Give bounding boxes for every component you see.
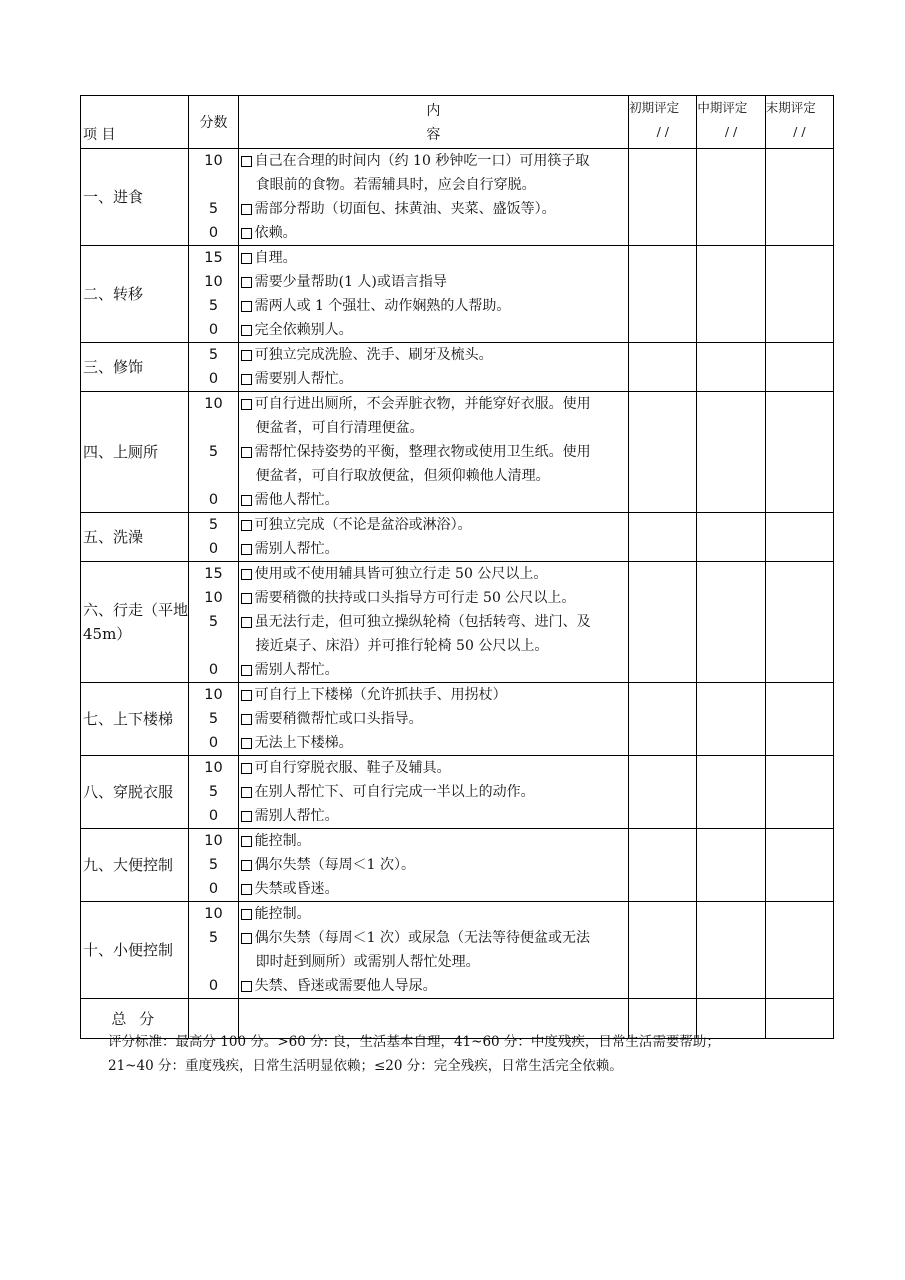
- section-row: [81, 246, 834, 343]
- eval-mid-cell[interactable]: [697, 149, 765, 246]
- option-continuation-line: [241, 464, 629, 488]
- score-value: 0: [208, 492, 219, 508]
- section-item-label: 三、修饰: [81, 343, 189, 392]
- eval-initial-cell[interactable]: [629, 513, 697, 562]
- option-text: 食眼前的食物。若需辅具时，应会自行穿脱。: [255, 177, 536, 193]
- section-item-label: 八、穿脱衣服: [81, 756, 189, 829]
- section-row: [81, 756, 834, 829]
- option-text: 便盆者，可自行取放便盆，但须仰赖他人清理。: [255, 468, 550, 484]
- score-value: 0: [208, 881, 219, 897]
- option-text: 可自行穿脱衣服、鞋子及辅具。: [254, 760, 451, 776]
- section-row: [81, 513, 834, 562]
- eval-title: 初期评定: [629, 99, 680, 115]
- section-scores: [189, 392, 238, 513]
- option-text: 能控制。: [254, 833, 311, 849]
- option-continuation-line: [241, 173, 629, 197]
- option-text: 需要稍微的扶持或口头指导方可行走 50 公尺以上。: [254, 590, 576, 606]
- option-continuation-line: [241, 416, 629, 440]
- option-line[interactable]: [241, 902, 629, 926]
- section-item-label: 十、小便控制: [81, 902, 189, 999]
- option-text: 需别人帮忙。: [254, 541, 339, 557]
- checkbox-icon[interactable]: [241, 763, 252, 774]
- score-value: 5: [208, 444, 219, 460]
- checkbox-icon[interactable]: [241, 860, 252, 871]
- option-text: 需两人或 1 个强壮、动作娴熟的人帮助。: [254, 298, 511, 314]
- section-scores: [189, 562, 238, 683]
- score-value: 5: [208, 517, 219, 533]
- option-text: 需别人帮忙。: [254, 662, 339, 678]
- score-value: 0: [208, 978, 219, 994]
- option-line[interactable]: [241, 246, 629, 270]
- option-line[interactable]: [241, 586, 629, 610]
- score-value: 5: [208, 711, 219, 727]
- option-line[interactable]: [241, 488, 629, 512]
- checkbox-icon[interactable]: [241, 569, 252, 580]
- checkbox-icon[interactable]: [241, 374, 252, 385]
- checkbox-icon[interactable]: [241, 811, 252, 822]
- header-content-bottom: 容: [426, 127, 441, 143]
- checkbox-icon[interactable]: [241, 909, 252, 920]
- option-text: 自己在合理的时间内（约 10 秒钟吃一口）可用筷子取: [254, 153, 590, 169]
- option-text: 能控制。: [254, 906, 311, 922]
- section-item-label: 一、进食: [81, 149, 189, 246]
- option-text: 需别人帮忙。: [254, 808, 339, 824]
- option-line[interactable]: [241, 197, 629, 221]
- checkbox-icon[interactable]: [241, 350, 252, 361]
- eval-final-cell[interactable]: [765, 562, 833, 683]
- checkbox-icon[interactable]: [241, 156, 252, 167]
- eval-final-cell[interactable]: [765, 829, 833, 902]
- option-line[interactable]: [241, 318, 629, 342]
- option-line[interactable]: [241, 804, 629, 828]
- checkbox-icon[interactable]: [241, 617, 252, 628]
- total-label: 总 分: [81, 999, 189, 1039]
- score-value: 5: [208, 857, 219, 873]
- score-value: 5: [208, 784, 219, 800]
- option-line[interactable]: [241, 270, 629, 294]
- section-options: [238, 392, 629, 513]
- eval-initial-cell[interactable]: [629, 149, 697, 246]
- option-line[interactable]: [241, 513, 629, 537]
- option-line[interactable]: [241, 367, 629, 391]
- score-value: 0: [208, 808, 219, 824]
- option-line[interactable]: [241, 974, 629, 998]
- score-value: 5: [208, 298, 219, 314]
- section-item-label: 五、洗澡: [81, 513, 189, 562]
- header-score: 分数: [189, 96, 238, 149]
- eval-final-cell[interactable]: [765, 756, 833, 829]
- option-text: 失禁或昏迷。: [254, 881, 339, 897]
- option-text: 接近桌子、床沿）并可推行轮椅 50 公尺以上。: [255, 638, 549, 654]
- section-scores: [189, 246, 238, 343]
- checkbox-icon[interactable]: [241, 981, 252, 992]
- section-scores: [189, 149, 238, 246]
- eval-final-cell[interactable]: [765, 392, 833, 513]
- score-value: 5: [208, 347, 219, 363]
- option-text: 失禁、昏迷或需要他人导尿。: [254, 978, 437, 994]
- option-text: 需要少量帮助(1 人)或语言指导: [254, 274, 447, 290]
- section-row: [81, 902, 834, 999]
- checkbox-icon[interactable]: [241, 714, 252, 725]
- section-item-label: 七、上下楼梯: [81, 683, 189, 756]
- checkbox-icon[interactable]: [241, 787, 252, 798]
- option-line[interactable]: [241, 877, 629, 901]
- section-row: [81, 829, 834, 902]
- scoring-criteria-note: [108, 1030, 808, 1078]
- score-value: 5: [208, 930, 219, 946]
- option-line[interactable]: [241, 707, 629, 731]
- section-scores: [189, 829, 238, 902]
- option-text: 便盆者，可自行清理便盆。: [255, 420, 424, 436]
- score-value: 0: [208, 322, 219, 338]
- eval-title: 末期评定: [765, 99, 816, 115]
- eval-initial-cell[interactable]: [629, 829, 697, 902]
- checkbox-icon[interactable]: [241, 253, 252, 264]
- option-line[interactable]: [241, 853, 629, 877]
- score-value: 10: [204, 274, 223, 290]
- section-options: [238, 902, 629, 999]
- eval-mid-cell[interactable]: [697, 756, 765, 829]
- option-line[interactable]: [241, 537, 629, 561]
- checkbox-icon[interactable]: [241, 665, 252, 676]
- section-item-label: 四、上厕所: [81, 392, 189, 513]
- score-value: 5: [208, 201, 219, 217]
- adl-assessment-table: [80, 95, 834, 1039]
- option-text: 需要稍微帮忙或口头指导。: [254, 711, 423, 727]
- checkbox-icon[interactable]: [241, 277, 252, 288]
- score-value: 10: [204, 833, 223, 849]
- score-value: 10: [204, 760, 223, 776]
- checkbox-icon[interactable]: [241, 884, 252, 895]
- eval-initial-cell[interactable]: [629, 683, 697, 756]
- option-text: 完全依赖别人。: [254, 322, 353, 338]
- section-item-label: 六、行走（平地 45m）: [81, 562, 189, 683]
- section-item-label: 九、大便控制: [81, 829, 189, 902]
- score-value: 10: [204, 906, 223, 922]
- option-text: 依赖。: [254, 225, 297, 241]
- checkbox-icon[interactable]: [241, 204, 252, 215]
- option-line[interactable]: [241, 440, 629, 464]
- option-text: 自理。: [254, 250, 297, 266]
- option-text: 需他人帮忙。: [254, 492, 339, 508]
- eval-mid-cell[interactable]: [697, 562, 765, 683]
- section-scores: [189, 756, 238, 829]
- checkbox-icon[interactable]: [241, 593, 252, 604]
- section-row: [81, 149, 834, 246]
- score-value: 0: [208, 735, 219, 751]
- eval-mid-cell[interactable]: [697, 343, 765, 392]
- score-value: 10: [204, 590, 223, 606]
- eval-date: / /: [656, 123, 669, 139]
- section-item-label: 二、转移: [81, 246, 189, 343]
- option-continuation-line: [241, 950, 629, 974]
- option-line[interactable]: [241, 731, 629, 755]
- score-value: 0: [208, 371, 219, 387]
- score-value: 0: [208, 662, 219, 678]
- checkbox-icon[interactable]: [241, 399, 252, 410]
- eval-final-cell[interactable]: [765, 513, 833, 562]
- option-line[interactable]: [241, 562, 629, 586]
- checkbox-icon[interactable]: [241, 495, 252, 506]
- header-mid-eval: [697, 96, 765, 149]
- option-text: 无法上下楼梯。: [254, 735, 353, 751]
- option-text: 可独立完成洗脸、洗手、刷牙及梳头。: [254, 347, 493, 363]
- checkbox-icon[interactable]: [241, 836, 252, 847]
- score-value: [189, 634, 237, 658]
- option-line[interactable]: [241, 294, 629, 318]
- section-scores: [189, 343, 238, 392]
- checkbox-icon[interactable]: [241, 325, 252, 336]
- section-options: [238, 246, 629, 343]
- option-text: 即时赶到厕所）或需别人帮忙处理。: [255, 954, 480, 970]
- header-initial-eval: [629, 96, 697, 149]
- header-content: [238, 96, 629, 149]
- option-line[interactable]: [241, 343, 629, 367]
- score-value: 0: [208, 541, 219, 557]
- checkbox-icon[interactable]: [241, 933, 252, 944]
- option-line[interactable]: [241, 829, 629, 853]
- score-value: 0: [208, 225, 219, 241]
- section-options: [238, 149, 629, 246]
- option-text: 偶尔失禁（每周＜1 次）。: [254, 857, 415, 873]
- eval-initial-cell[interactable]: [629, 902, 697, 999]
- eval-initial-cell[interactable]: [629, 756, 697, 829]
- option-line[interactable]: [241, 610, 629, 634]
- eval-title: 中期评定: [697, 99, 748, 115]
- score-value: [189, 464, 237, 488]
- score-value: [189, 416, 237, 440]
- table-header-row: [81, 96, 834, 149]
- eval-initial-cell[interactable]: [629, 246, 697, 343]
- score-value: 15: [204, 566, 223, 582]
- option-line[interactable]: [241, 780, 629, 804]
- option-text: 可自行上下楼梯（允许抓扶手、用拐杖）: [254, 687, 507, 703]
- eval-final-cell[interactable]: [765, 902, 833, 999]
- section-scores: [189, 902, 238, 999]
- section-row: [81, 683, 834, 756]
- section-scores: [189, 683, 238, 756]
- section-options: [238, 343, 629, 392]
- option-text: 需部分帮助（切面包、抹黄油、夹菜、盛饭等）。: [254, 201, 556, 217]
- eval-date: / /: [793, 123, 806, 139]
- section-options: [238, 562, 629, 683]
- eval-final-cell[interactable]: [765, 246, 833, 343]
- score-value: 5: [208, 614, 219, 630]
- checkbox-icon[interactable]: [241, 447, 252, 458]
- option-line[interactable]: [241, 926, 629, 950]
- eval-mid-cell[interactable]: [697, 246, 765, 343]
- header-final-eval: [765, 96, 833, 149]
- option-text: 可独立完成（不论是盆浴或淋浴）。: [254, 517, 472, 533]
- eval-mid-cell[interactable]: [697, 902, 765, 999]
- eval-initial-cell[interactable]: [629, 562, 697, 683]
- eval-initial-cell[interactable]: [629, 392, 697, 513]
- scoring-criteria-line: 评分标准：最高分 100 分。>60 分: 良，生活基本自理，41~60 分：中度残疾，日常生活需要帮助；: [108, 1034, 720, 1050]
- checkbox-icon[interactable]: [241, 690, 252, 701]
- eval-mid-cell[interactable]: [697, 513, 765, 562]
- eval-final-cell[interactable]: [765, 343, 833, 392]
- score-value: [189, 173, 237, 197]
- section-scores: [189, 513, 238, 562]
- checkbox-icon[interactable]: [241, 738, 252, 749]
- checkbox-icon[interactable]: [241, 228, 252, 239]
- section-options: [238, 683, 629, 756]
- option-line[interactable]: [241, 756, 629, 780]
- score-value: 10: [204, 396, 223, 412]
- section-row: [81, 392, 834, 513]
- checkbox-icon[interactable]: [241, 544, 252, 555]
- section-row: [81, 562, 834, 683]
- option-line[interactable]: [241, 683, 629, 707]
- eval-mid-cell[interactable]: [697, 683, 765, 756]
- option-text: 需要别人帮忙。: [254, 371, 353, 387]
- eval-mid-cell[interactable]: [697, 829, 765, 902]
- section-options: [238, 829, 629, 902]
- eval-initial-cell[interactable]: [629, 343, 697, 392]
- eval-date: / /: [724, 123, 738, 139]
- header-item: 项 目: [81, 96, 189, 149]
- sections-body: [81, 149, 834, 999]
- scoring-criteria-line: 21~40 分：重度残疾，日常生活明显依赖；≤20 分：完全残疾，日常生活完全依赖。: [108, 1058, 623, 1074]
- option-continuation-line: [241, 634, 629, 658]
- section-options: [238, 756, 629, 829]
- option-text: 使用或不使用辅具皆可独立行走 50 公尺以上。: [254, 566, 548, 582]
- section-row: [81, 343, 834, 392]
- score-value: 10: [204, 153, 223, 169]
- score-value: 10: [204, 687, 223, 703]
- eval-mid-cell[interactable]: [697, 392, 765, 513]
- option-line[interactable]: [241, 392, 629, 416]
- checkbox-icon[interactable]: [241, 520, 252, 531]
- option-text: 在别人帮忙下、可自行完成一半以上的动作。: [254, 784, 535, 800]
- option-line[interactable]: [241, 149, 629, 173]
- score-value: [189, 950, 237, 974]
- option-text: 可自行进出厕所，不会弄脏衣物，并能穿好衣服。使用: [254, 396, 591, 412]
- header-content-top: 内: [426, 103, 441, 119]
- section-options: [238, 513, 629, 562]
- checkbox-icon[interactable]: [241, 301, 252, 312]
- eval-final-cell[interactable]: [765, 149, 833, 246]
- option-text: 虽无法行走，但可独立操纵轮椅（包括转弯、进门、及: [254, 614, 591, 630]
- option-text: 偶尔失禁（每周＜1 次）或尿急（无法等待便盆或无法: [254, 930, 590, 946]
- option-line[interactable]: [241, 221, 629, 245]
- option-line[interactable]: [241, 658, 629, 682]
- option-text: 需帮忙保持姿势的平衡，整理衣物或使用卫生纸。使用: [254, 444, 591, 460]
- eval-final-cell[interactable]: [765, 683, 833, 756]
- score-value: 15: [204, 250, 223, 266]
